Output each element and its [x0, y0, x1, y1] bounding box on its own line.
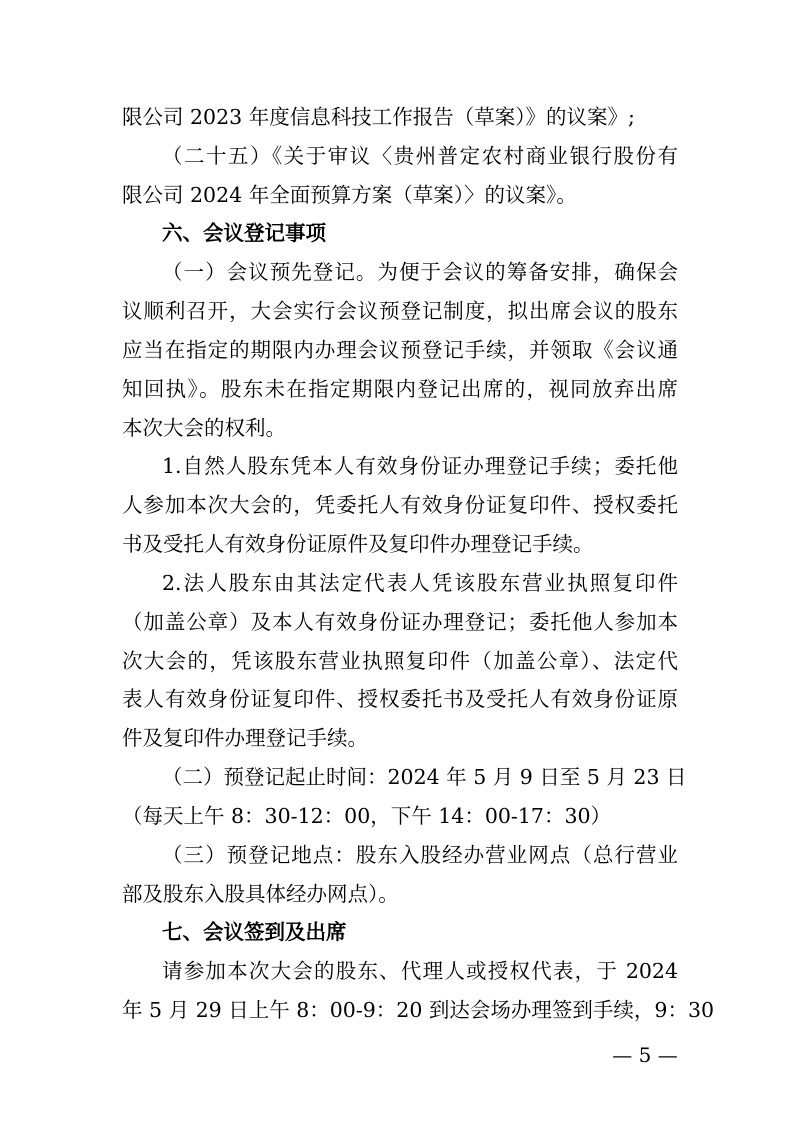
text-line-15: 次大会的，凭该股东营业执照复印件（加盖公章）、法定代 — [122, 649, 678, 673]
text-line-11: 人参加本次大会的，凭委托人有效身份证复印件、授权委托 — [122, 493, 678, 517]
text-line-19: （每天上午 8：30-12：00，下午 14：00-17：30） — [122, 804, 612, 828]
text-line-3: 限公司 2024 年全面预算方案（草案）〉的议案》。 — [122, 183, 577, 207]
text-line-5: （一）会议预先登记。为便于会议的筹备安排，确保会 — [162, 260, 678, 284]
section-heading-6: 六、会议登记事项 — [162, 221, 326, 245]
text-line-20: （三）预登记地点：股东入股经办营业网点（总行营业 — [162, 843, 678, 867]
text-line-12: 书及受托人有效身份证原件及复印件办理登记手续。 — [122, 532, 594, 556]
text-line-13: 2.法人股东由其法定代表人凭该股东营业执照复印件 — [162, 571, 678, 595]
text-line-1: 限公司 2023 年度信息科技工作报告（草案）》的议案》; — [122, 105, 635, 129]
text-line-14: （加盖公章）及本人有效身份证办理登记；委托他人参加本 — [122, 610, 678, 634]
text-line-7: 应当在指定的期限内办理会议预登记手续，并领取《会议通 — [122, 338, 678, 362]
text-line-8: 知回执》。股东未在指定期限内登记出席的，视同放弃出席 — [122, 377, 678, 401]
text-line-2: （二十五）《关于审议〈贵州普定农村商业银行股份有 — [162, 144, 678, 168]
text-line-18: （二）预登记起止时间：2024 年 5 月 9 日至 5 月 23 日 — [162, 765, 687, 789]
text-line-9: 本次大会的权利。 — [122, 416, 286, 440]
text-line-24: 年 5 月 29 日上午 8：00-9：20 到达会场办理签到手续，9：30 — [122, 998, 715, 1022]
text-line-10: 1.自然人股东凭本人有效身份证办理登记手续；委托他 — [162, 454, 678, 478]
text-line-21: 部及股东入股具体经办网点）。 — [122, 882, 399, 906]
section-heading-7: 七、会议签到及出席 — [162, 920, 347, 944]
text-line-17: 件及复印件办理登记手续。 — [122, 726, 368, 750]
text-line-23: 请参加本次大会的股东、代理人或授权代表，于 2024 — [162, 959, 678, 983]
page-number: — 5 — — [612, 1043, 678, 1067]
text-line-16: 表人有效身份证复印件、授权委托书及受托人有效身份证原 — [122, 687, 678, 711]
text-line-6: 议顺利召开，大会实行会议预登记制度，拟出席会议的股东 — [122, 299, 678, 323]
